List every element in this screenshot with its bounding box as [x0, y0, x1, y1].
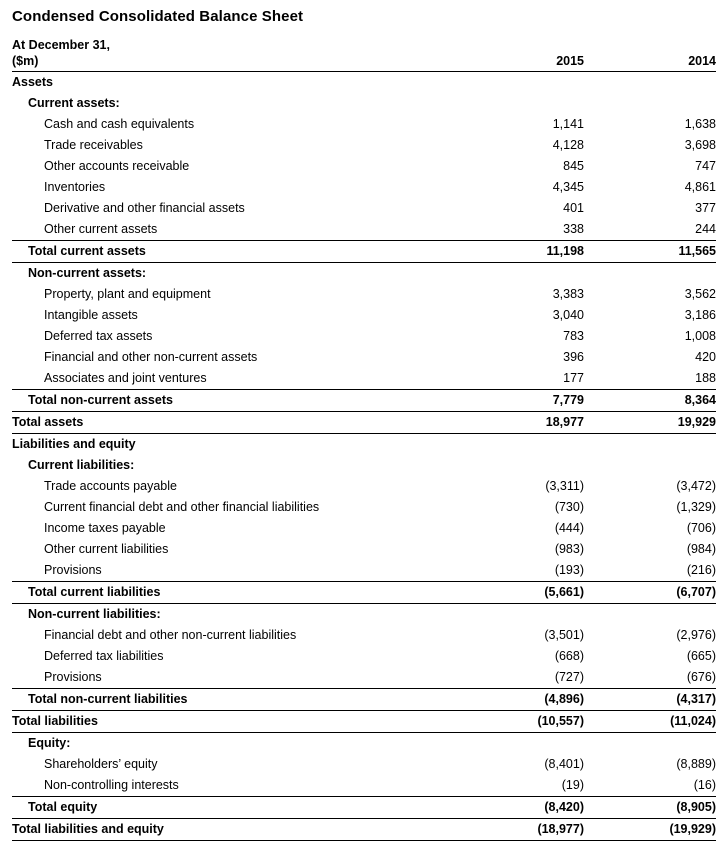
row-value-2014 [584, 93, 716, 114]
row-value-2015: 1,141 [552, 117, 584, 131]
row-value-2014: (3,472) [676, 479, 716, 493]
row-value-2014: (19,929) [584, 819, 716, 841]
row-value-2015 [480, 733, 584, 755]
table-row [12, 263, 716, 285]
table-row [12, 775, 716, 797]
table-row [12, 819, 716, 841]
row-label: Equity: [28, 736, 71, 750]
table-row [12, 497, 716, 518]
row-value-2014: (8,905) [584, 797, 716, 819]
row-label: Total assets [12, 412, 480, 434]
table-row [12, 797, 716, 819]
row-label: Deferred tax liabilities [44, 649, 164, 663]
row-value-2015: 4,345 [552, 180, 584, 194]
table-row [12, 135, 716, 156]
table-row [12, 219, 716, 241]
row-value-2015: (8,420) [480, 797, 584, 819]
table-row [12, 560, 716, 582]
row-value-2014: (676) [686, 670, 716, 684]
header-period-label: At December 31, [12, 38, 110, 52]
row-value-2014: 1,638 [684, 117, 716, 131]
row-label: Financial debt and other non-current liabilities [44, 628, 297, 642]
row-value-2014: (2,976) [676, 628, 716, 642]
row-label: Derivative and other financial assets [44, 201, 245, 215]
table-row [12, 711, 716, 733]
row-value-2015 [480, 93, 584, 114]
row-label: Liabilities and equity [12, 437, 136, 451]
row-label: Income taxes payable [44, 521, 166, 535]
row-label: Non-controlling interests [44, 778, 179, 792]
row-label: Current liabilities: [28, 458, 135, 472]
table-row [12, 326, 716, 347]
row-value-2014 [584, 733, 716, 755]
row-value-2014 [584, 455, 716, 476]
row-value-2014 [584, 263, 716, 285]
row-value-2014: (8,889) [676, 757, 716, 771]
table-row [12, 539, 716, 560]
row-value-2015: 845 [563, 159, 584, 173]
table-row [12, 518, 716, 539]
table-row [12, 72, 716, 93]
row-value-2014: 4,861 [684, 180, 716, 194]
row-label: Total non-current assets [12, 390, 480, 412]
row-value-2014 [584, 72, 716, 93]
row-label: Associates and joint ventures [44, 371, 207, 385]
row-value-2015: 3,383 [552, 287, 584, 301]
row-value-2014: (6,707) [584, 582, 716, 604]
row-value-2014: 377 [695, 201, 716, 215]
row-value-2015: (668) [554, 649, 584, 663]
row-label: Provisions [44, 670, 102, 684]
table-row [12, 347, 716, 368]
row-label: Financial and other non-current assets [44, 350, 258, 364]
column-header-2015: 2015 [556, 54, 584, 68]
row-value-2015: (18,977) [480, 819, 584, 841]
row-label: Current financial debt and other financial liabilities [44, 500, 320, 514]
row-value-2015 [480, 434, 584, 456]
table-row [12, 689, 716, 711]
table-row [12, 582, 716, 604]
row-value-2014: 1,008 [684, 329, 716, 343]
row-value-2015: (444) [554, 521, 584, 535]
row-value-2014: (4,317) [584, 689, 716, 711]
table-row [12, 412, 716, 434]
row-value-2014: (706) [686, 521, 716, 535]
row-value-2015: (3,311) [545, 479, 584, 493]
row-value-2015: (193) [554, 563, 584, 577]
row-value-2014: 19,929 [584, 412, 716, 434]
table-row [12, 114, 716, 135]
row-value-2014: 3,698 [684, 138, 716, 152]
row-label: Other current assets [44, 222, 158, 236]
row-value-2015: 11,198 [480, 241, 584, 263]
row-label: Total current liabilities [12, 582, 480, 604]
table-row [12, 733, 716, 755]
row-label: Total current assets [12, 241, 480, 263]
row-value-2014: (665) [686, 649, 716, 663]
table-row [12, 455, 716, 476]
row-value-2014 [584, 604, 716, 626]
row-value-2014: 3,186 [684, 308, 716, 322]
row-label: Total non-current liabilities [12, 689, 480, 711]
row-value-2014: 8,364 [584, 390, 716, 412]
table-row [12, 93, 716, 114]
row-value-2014: 747 [695, 159, 716, 173]
row-value-2015: (19) [561, 778, 584, 792]
row-value-2015: 7,779 [480, 390, 584, 412]
table-row [12, 177, 716, 198]
row-value-2015: (727) [554, 670, 584, 684]
row-value-2015: (8,401) [544, 757, 584, 771]
row-value-2014: 244 [695, 222, 716, 236]
table-row [12, 390, 716, 412]
row-label: Total liabilities [12, 711, 480, 733]
row-value-2015: 396 [563, 350, 584, 364]
row-value-2015: 18,977 [480, 412, 584, 434]
row-value-2015: (983) [554, 542, 584, 556]
row-value-2015: (10,557) [480, 711, 584, 733]
row-label: Inventories [44, 180, 106, 194]
row-value-2015 [480, 604, 584, 626]
row-label: Intangible assets [44, 308, 138, 322]
row-label: Current assets: [28, 96, 120, 110]
table-row [12, 156, 716, 177]
page-title: Condensed Consolidated Balance Sheet [12, 8, 304, 25]
row-value-2015: (730) [554, 500, 584, 514]
row-value-2014: (1,329) [676, 500, 716, 514]
table-row [12, 284, 716, 305]
row-label: Other current liabilities [44, 542, 169, 556]
row-value-2015: 401 [563, 201, 584, 215]
row-label: Provisions [44, 563, 102, 577]
row-label: Cash and cash equivalents [44, 117, 195, 131]
row-value-2014: 188 [695, 371, 716, 385]
row-label: Trade receivables [44, 138, 143, 152]
table-row [12, 604, 716, 626]
table-row [12, 476, 716, 497]
row-value-2014 [584, 434, 716, 456]
row-value-2015: 338 [563, 222, 584, 236]
row-label: Assets [12, 75, 53, 89]
row-label: Non-current assets: [28, 266, 147, 280]
row-value-2015: 3,040 [552, 308, 584, 322]
table-row [12, 434, 716, 456]
row-value-2015: 783 [563, 329, 584, 343]
row-value-2014: (984) [686, 542, 716, 556]
table-row [12, 241, 716, 263]
row-value-2014: (11,024) [584, 711, 716, 733]
table-row [12, 198, 716, 219]
row-value-2015: (5,661) [480, 582, 584, 604]
row-value-2015: (4,896) [480, 689, 584, 711]
row-value-2015 [480, 72, 584, 93]
balance-sheet-body [12, 72, 716, 841]
row-label: Non-current liabilities: [28, 607, 161, 621]
row-label: Trade accounts payable [44, 479, 177, 493]
row-label: Total liabilities and equity [12, 819, 480, 841]
row-value-2015: 4,128 [552, 138, 584, 152]
row-label: Shareholders’ equity [44, 757, 158, 771]
header-units-label: ($m) [12, 54, 39, 68]
row-label: Other accounts receivable [44, 159, 190, 173]
row-value-2014: (216) [686, 563, 716, 577]
row-label: Total equity [12, 797, 480, 819]
balance-sheet-table [12, 72, 716, 841]
table-row [12, 625, 716, 646]
table-row [12, 305, 716, 326]
statement-header [12, 38, 716, 71]
table-row [12, 368, 716, 390]
row-value-2015: 177 [563, 371, 584, 385]
row-label: Deferred tax assets [44, 329, 153, 343]
row-value-2015 [480, 263, 584, 285]
row-value-2015: (3,501) [544, 628, 584, 642]
row-value-2014: 3,562 [684, 287, 716, 301]
row-label: Property, plant and equipment [44, 287, 211, 301]
table-row [12, 667, 716, 689]
table-row [12, 646, 716, 667]
table-row [12, 754, 716, 775]
row-value-2015 [480, 455, 584, 476]
column-header-2014: 2014 [688, 54, 716, 68]
header-column-row [12, 54, 716, 71]
row-value-2014: 11,565 [584, 241, 716, 263]
row-value-2014: 420 [695, 350, 716, 364]
row-value-2014: (16) [693, 778, 716, 792]
